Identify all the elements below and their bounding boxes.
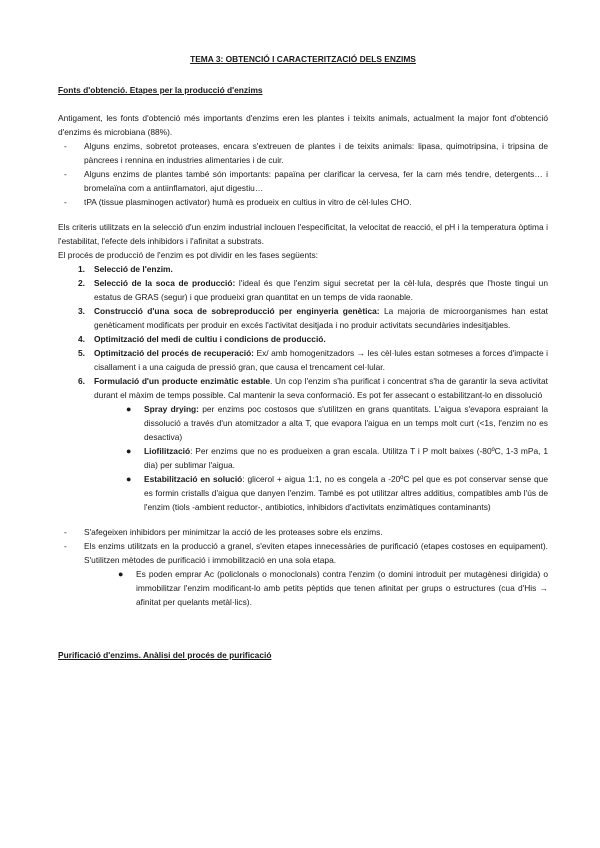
step-text: La majoria de microorganismes han estat genèticament modificats per produir en excés l'activitat desitjada i no produir activitats secundàries indesitjables. (94, 306, 548, 330)
purification-subnotes (84, 567, 548, 609)
document-title: TEMA 3: OBTENCIÓ I CARACTERITZACIÓ DELS ENZIMS (190, 54, 416, 64)
step-number: 1. (78, 264, 85, 274)
step-item (58, 304, 548, 332)
production-steps (58, 262, 548, 514)
section-heading-sources: Fonts d'obtenció. Etapes per la producció d'enzims (58, 85, 263, 95)
step-text: Ex/ amb homogenitzadors → les cèl·lules estan sotmeses a forces d'impacte i cisallament i a una caiguda de pressió gran, que causa el trencament cel·lular. (94, 348, 548, 372)
step-item (58, 332, 548, 346)
step-number: 6. (78, 376, 85, 386)
method-title: Liofilització (144, 446, 191, 456)
step-item (58, 262, 548, 276)
spacer (58, 209, 548, 220)
method-text: : Per enzims que no es produeixen a gran escala. Utilitza T i P molt baixes (-80ºC, 1-3 mPa, 1 dia) per sublimar l'aigua. (144, 446, 548, 470)
notes-list (58, 525, 548, 609)
note-text: Els enzims utilitzats en la producció a granel, s'eviten etapes innecessàries de purificació (etapes costoses en equipament). S'utilitzen mètodes de purificació i immobilització en una sola etapa. (84, 541, 548, 565)
list-item: - S'afegeixen inhibidors per minimitzar la acció de les proteases sobre els enzims. (58, 525, 548, 539)
step-title: Formulació d'un producte enzimàtic estable (94, 376, 271, 386)
bullet-icon: ● (126, 474, 132, 484)
step-title: Selecció de l'enzim. (94, 264, 173, 274)
step-title: Selecció de la soca de producció: (94, 278, 236, 288)
step-text: . Un cop l'enzim s'ha purificat i concentrat s'ha de garantir la seva activitat durant el màxim de temps possible. Cal mantenir la seva conformació. Es pot fer assecant o estabilitzant-lo en dissolució (94, 376, 548, 400)
phases-intro: El procés de producció de l'enzim es pot dividir en les fases següents: (58, 250, 318, 260)
sources-list (58, 139, 548, 209)
subnote-text: Es poden emprar Ac (policlonals o monoclonals) contra l'enzim (o domini introduit per mutagènesi dirigida) o immobilitzar l'enzim modificant-lo amb petits pèptids que tenen afinitat per grups o estructures (cua d'His → afinitat per quelants metàl·lics). (136, 569, 548, 607)
criteria-paragraph: Els criteris utilitzats en la selecció d'un enzim industrial inclouen l'especificitat, la velocitat de reacció, el pH i la temperatura òptima i l'estabilitat, l'efecte dels inhibidors i l'afinitat a substrats. (58, 222, 548, 246)
intro-paragraph: Antigament, les fonts d'obtenció més importants d'enzims eren les plantes i teixits animals, actualment la major font d'obtenció d'enzims és microbiana (88%). (58, 113, 548, 137)
step-title: Optimització del procés de recuperació: (94, 348, 254, 358)
step-item (58, 276, 548, 304)
method-title: Estabilització en solució (144, 474, 243, 484)
method-title: Spray drying: (144, 404, 199, 414)
step-number: 2. (78, 278, 85, 288)
step-number: 3. (78, 306, 85, 316)
step-title: Optimització del medi de cultiu i condicions de producció. (94, 334, 326, 344)
bullet-icon: ● (126, 404, 132, 414)
list-item (116, 444, 548, 472)
stabilization-methods (94, 402, 548, 514)
document-page (58, 52, 548, 676)
bullet-icon: ● (118, 569, 124, 579)
step-item (58, 374, 548, 514)
bullet-icon: ● (126, 446, 132, 456)
list-item: - Alguns enzims, sobretot proteases, encara s'extreuen de plantes i de teixits animals: lipasa, quimotripsina, i tripsina de pàncrees i rennina en industries alimentaries i de cuir. (58, 139, 548, 167)
list-item (108, 567, 548, 609)
step-title: Construcció d'una soca de sobreproducció per enginyeria genètica: (94, 306, 380, 316)
list-item: - tPA (tissue plasminogen activator) humà es produeix en cultius in vitro de cèl·lules CHO. (58, 195, 548, 209)
step-number: 5. (78, 348, 85, 358)
step-text: l'ideal és que l'enzim sigui secretat per la cèl·lula, després que l'hoste tingui un estatus de GRAS (segur) i que produeixi gran quantitat en un temps de vida raonable. (94, 278, 548, 302)
list-item (116, 472, 548, 514)
step-item (58, 346, 548, 374)
spacer (58, 514, 548, 525)
step-number: 4. (78, 334, 85, 344)
section-heading-purification: Purificació d'enzims. Anàlisi del procés de purificació (58, 650, 272, 660)
list-item (58, 539, 548, 609)
method-text: : glicerol + aigua 1:1, no es congela a -20ºC pel que es pot conservar sense que es formin cristalls d'aigua que danyen l'enzim. També es pot utilitzar altres additius, compatibles amb l'ús de l'enzim (tiols -ambient reductor-, antibiotics, inhibidors d'activitats enzimàtiques contaminants) (144, 474, 549, 512)
method-text: per enzims poc costosos que s'utilitzen en grans quantitats. L'aigua s'evapora espraiant la dissolució a través d'un atomitzador a alta T, que evapora l'aigua en un temps molt curt (<1s, l'enzim no es desactiva) (144, 404, 548, 442)
list-item (116, 402, 548, 444)
list-item: - Alguns enzims de plantes també són importants: papaïna per clarificar la cervesa, fer la carn més tendre, detergents… i bromelaïna com a antiinflamatori, ajut digestiu… (58, 167, 548, 195)
